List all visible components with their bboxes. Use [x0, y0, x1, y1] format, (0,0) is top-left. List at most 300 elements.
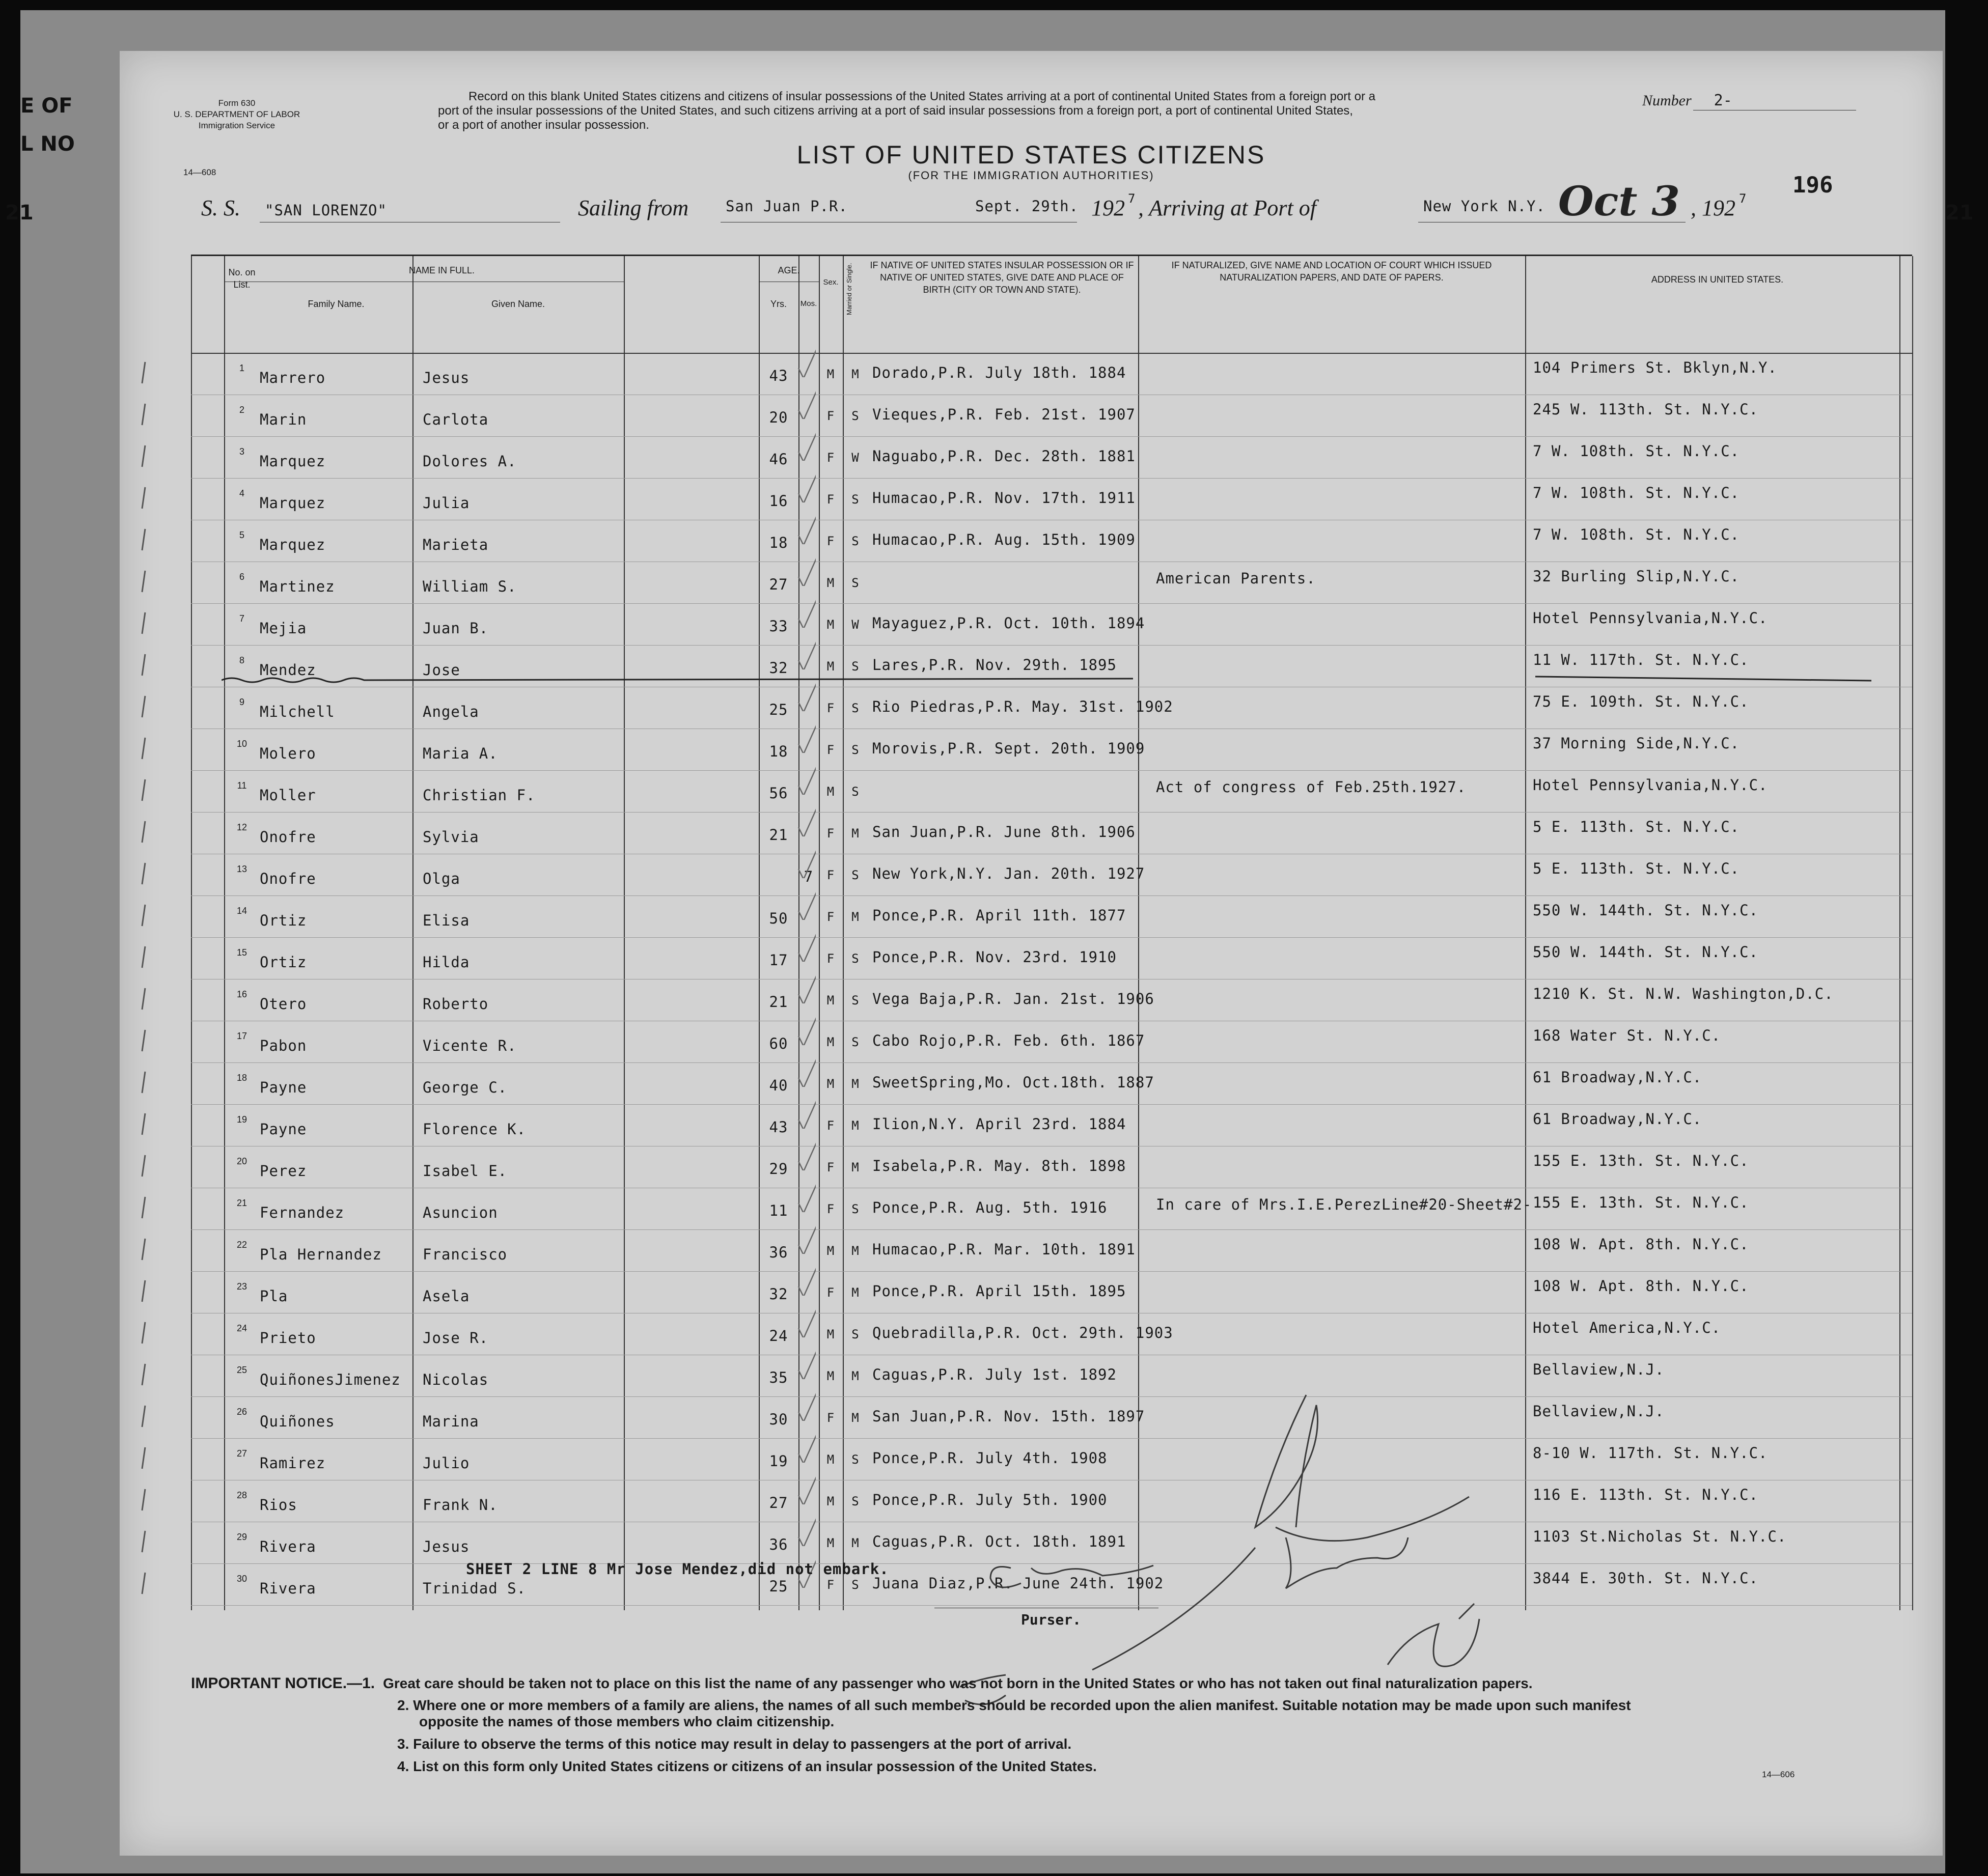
row-given: Jose R.	[423, 1329, 489, 1347]
arrival-port: New York N.Y.	[1423, 198, 1545, 215]
sailing-date: Sept. 29th.	[975, 198, 1079, 215]
row-addr: 8-10 W. 117th. St. N.Y.C.	[1533, 1444, 1768, 1462]
margin-tick-icon	[135, 1026, 156, 1056]
row-sex: F	[826, 868, 835, 882]
row-given: Hilda	[423, 954, 470, 971]
row-no: 17	[236, 1031, 247, 1041]
row-ms: M	[851, 1160, 860, 1174]
row-birth: San Juan,P.R. June 8th. 1906	[872, 823, 1136, 841]
row-birth: Humacao,P.R. Nov. 17th. 1911	[872, 489, 1136, 507]
ss-label: S. S.	[201, 195, 240, 220]
row-yrs: 50	[769, 910, 788, 927]
row-yrs: 60	[769, 1035, 788, 1052]
margin-tick-icon	[135, 692, 156, 722]
row-addr: 108 W. Apt. 8th. N.Y.C.	[1533, 1236, 1749, 1253]
number-label: Number	[1642, 92, 1692, 109]
row-addr: 11 W. 117th. St. N.Y.C.	[1533, 651, 1749, 668]
row-birth: Dorado,P.R. July 18th. 1884	[872, 364, 1126, 381]
row-birth: Caguas,P.R. Oct. 18th. 1891	[872, 1533, 1126, 1550]
row-ms: M	[851, 1077, 860, 1091]
row-yrs: 25	[769, 701, 788, 718]
row-no: 27	[236, 1448, 247, 1459]
row-ms: S	[851, 492, 860, 507]
row-family: Marquez	[260, 536, 326, 553]
year-label: 192	[1091, 195, 1125, 220]
row-sex: M	[826, 1369, 835, 1383]
form-code: 14—608	[183, 167, 216, 177]
row-family: Rivera	[260, 1538, 316, 1555]
check-mark-icon	[794, 1265, 816, 1296]
row-birth: Isabela,P.R. May. 8th. 1898	[872, 1157, 1126, 1174]
row-birth: Humacao,P.R. Aug. 15th. 1909	[872, 531, 1136, 548]
row-ms: W	[851, 618, 860, 632]
row-sex: M	[826, 367, 835, 381]
check-mark-icon	[794, 889, 816, 920]
row-sex: F	[826, 451, 835, 465]
margin-tick-icon	[135, 400, 156, 430]
row-given: Maria A.	[423, 745, 498, 762]
margin-tick-icon	[135, 525, 156, 555]
row-no: 6	[239, 572, 244, 582]
row-no: 8	[239, 655, 244, 665]
header-name-in-full: NAME IN FULL.	[408, 265, 475, 275]
header-naturalized: IF NATURALIZED, GIVE NAME AND LOCATION OF COURT WHICH ISSUED NATURALIZATION PAPERS, AND DATE OF PAPERS.	[1171, 260, 1492, 283]
row-no: 12	[236, 822, 247, 832]
row-given: Vicente R.	[423, 1037, 517, 1054]
row-given: Juan B.	[423, 620, 489, 637]
row-given: Carlota	[423, 411, 489, 428]
margin-tick-icon	[135, 1569, 156, 1599]
behind-text-top: E OF	[20, 94, 73, 118]
row-nat: In care of Mrs.I.E.PerezLine#20-Sheet#2-	[1156, 1196, 1532, 1213]
notice-code: 14—606	[1762, 1770, 1795, 1779]
row-no: 28	[236, 1490, 247, 1500]
row-family: Marquez	[260, 453, 326, 470]
header-address: ADDRESS IN UNITED STATES.	[1651, 274, 1784, 285]
row-addr: 32 Burling Slip,N.Y.C.	[1533, 568, 1740, 585]
row-no: 29	[236, 1532, 247, 1542]
row-birth: Quebradilla,P.R. Oct. 29th. 1903	[872, 1324, 1173, 1341]
row-given: Frank N.	[423, 1496, 498, 1514]
row-given: Asela	[423, 1287, 470, 1305]
row-sex: M	[826, 576, 835, 590]
row-sex: F	[826, 1411, 835, 1425]
row-addr: 550 W. 144th. St. N.Y.C.	[1533, 902, 1759, 919]
row-birth: Juana Diaz,P.R. June 24th. 1902	[872, 1575, 1164, 1592]
record-instructions	[438, 90, 1721, 132]
row-yrs: 18	[769, 743, 788, 760]
row-family: Pabon	[260, 1037, 307, 1054]
row-addr: 3844 E. 30th. St. N.Y.C.	[1533, 1570, 1759, 1587]
row-given: Jesus	[423, 369, 470, 386]
row-birth: SweetSpring,Mo. Oct.18th. 1887	[872, 1074, 1154, 1091]
passenger-table	[191, 255, 1912, 1610]
row-family: Marin	[260, 411, 307, 428]
row-no: 4	[239, 488, 244, 498]
row-ms: S	[851, 785, 860, 799]
row-ms: M	[851, 1244, 860, 1258]
row-addr: Hotel Pennsylvania,N.Y.C.	[1533, 776, 1768, 794]
row-yrs: 27	[769, 1494, 788, 1511]
row-ms: S	[851, 868, 860, 882]
row-no: 25	[236, 1365, 247, 1375]
row-nat: Act of congress of Feb.25th.1927.	[1156, 778, 1467, 796]
table-row	[191, 1355, 1912, 1396]
row-family: QuiñonesJimenez	[260, 1371, 401, 1388]
row-yrs: 32	[769, 659, 788, 677]
row-yrs: 56	[769, 785, 788, 802]
table-row	[191, 770, 1912, 812]
notice-item-4: 4. List on this form only United States citizens or citizens of an insular possession of the United States.	[397, 1758, 1097, 1774]
row-birth: Ponce,P.R. April 15th. 1895	[872, 1282, 1126, 1300]
row-sex: F	[826, 1578, 835, 1592]
row-yrs: 32	[769, 1285, 788, 1303]
row-family: Moller	[260, 787, 316, 804]
behind-number-left: 21	[5, 201, 34, 225]
row-family: Fernandez	[260, 1204, 345, 1221]
header-mos: Mos.	[800, 299, 817, 308]
row-yrs: 25	[769, 1578, 788, 1595]
row-given: Jose	[423, 661, 460, 679]
sailing-port: San Juan P.R.	[726, 198, 848, 215]
row-addr: Hotel America,N.Y.C.	[1533, 1319, 1721, 1336]
row-given: George C.	[423, 1079, 508, 1096]
row-ms: S	[851, 951, 860, 966]
margin-tick-icon	[135, 358, 156, 388]
header-age: AGE.	[778, 265, 800, 275]
row-yrs: 27	[769, 576, 788, 593]
form-number: Form 630	[218, 98, 256, 108]
row-family: Marquez	[260, 494, 326, 512]
margin-tick-icon	[135, 859, 156, 889]
row-given: Olga	[423, 870, 460, 887]
row-family: Ramirez	[260, 1454, 326, 1472]
check-mark-icon	[794, 1390, 816, 1421]
row-ms: M	[851, 1118, 860, 1133]
row-sex: M	[826, 1244, 835, 1258]
sheet-number	[1642, 92, 1856, 109]
row-birth: Naguabo,P.R. Dec. 28th. 1881	[872, 447, 1136, 465]
margin-tick-icon	[135, 1151, 156, 1182]
row-sex: F	[826, 534, 835, 548]
purser-label: Purser.	[1021, 1611, 1082, 1628]
row-no: 24	[236, 1323, 247, 1333]
row-no: 2	[239, 405, 244, 415]
arrival-date-handwritten: Oct 3	[1558, 177, 1680, 225]
row-given: Trinidad S.	[423, 1580, 527, 1597]
check-mark-icon	[794, 1474, 816, 1504]
row-ms: M	[851, 1285, 860, 1300]
row-family: Marrero	[260, 369, 326, 386]
row-addr: Hotel Pennsylvania,N.Y.C.	[1533, 609, 1768, 627]
row-addr: 116 E. 113th. St. N.Y.C.	[1533, 1486, 1759, 1503]
row-mos: 7	[804, 868, 814, 885]
row-family: Payne	[260, 1079, 307, 1096]
row-no: 19	[236, 1114, 247, 1125]
row-given: Julio	[423, 1454, 470, 1472]
notice-item-1: Great care should be taken not to place on this list the name of any passenger who was not born in the United States or who has not taken out final naturalization papers.	[383, 1675, 1533, 1691]
row-addr: 7 W. 108th. St. N.Y.C.	[1533, 442, 1740, 460]
margin-tick-icon	[135, 1318, 156, 1349]
ship-name: "SAN LORENZO"	[265, 202, 387, 219]
row-nat: American Parents.	[1156, 570, 1316, 587]
check-mark-icon	[794, 1223, 816, 1254]
table-row	[191, 1188, 1912, 1229]
check-mark-icon	[794, 931, 816, 962]
row-family: Otero	[260, 995, 307, 1013]
row-given: Asuncion	[423, 1204, 498, 1221]
row-no: 3	[239, 446, 244, 457]
margin-tick-icon	[135, 942, 156, 973]
row-birth: Mayaguez,P.R. Oct. 10th. 1894	[872, 614, 1145, 632]
row-ms: M	[851, 826, 860, 841]
row-addr: 75 E. 109th. St. N.Y.C.	[1533, 693, 1749, 710]
row-sex: M	[826, 1077, 835, 1091]
row-given: Isabel E.	[423, 1162, 508, 1180]
behind-text-mid: L NO	[20, 132, 75, 156]
line-8-strikethrough	[222, 256, 1882, 714]
row-yrs: 20	[769, 409, 788, 426]
row-sex: F	[826, 701, 835, 715]
row-yrs: 36	[769, 1244, 788, 1261]
check-mark-icon	[794, 1140, 816, 1170]
row-given: William S.	[423, 578, 517, 595]
row-addr: 1210 K. St. N.W. Washington,D.C.	[1533, 985, 1834, 1002]
notice-item-2: 2. Where one or more members of a family are aliens, the names of all such members should be recorded upon the alien manifest. Suitable notation may be made upon such manifest	[397, 1697, 1631, 1713]
row-birth: Ilion,N.Y. April 23rd. 1884	[872, 1115, 1126, 1133]
row-no: 15	[236, 947, 247, 958]
row-addr: 155 E. 13th. St. N.Y.C.	[1533, 1152, 1749, 1169]
row-addr: 5 E. 113th. St. N.Y.C.	[1533, 860, 1740, 877]
row-given: Dolores A.	[423, 453, 517, 470]
row-sex: F	[826, 492, 835, 507]
row-addr: 155 E. 13th. St. N.Y.C.	[1533, 1194, 1749, 1211]
row-no: 26	[236, 1407, 247, 1417]
header-no: No. on List.	[228, 267, 256, 290]
row-sex: F	[826, 1202, 835, 1216]
row-no: 5	[239, 530, 244, 540]
row-yrs: 35	[769, 1369, 788, 1386]
row-given: Marieta	[423, 536, 489, 553]
row-yrs: 43	[769, 367, 788, 384]
margin-tick-icon	[135, 734, 156, 764]
row-yrs: 16	[769, 492, 788, 510]
check-mark-icon	[794, 764, 816, 795]
row-yrs: 43	[769, 1118, 788, 1136]
row-ms: S	[851, 701, 860, 715]
row-addr: 104 Primers St. Bklyn,N.Y.	[1533, 359, 1777, 376]
row-given: Sylvia	[423, 828, 479, 846]
check-mark-icon	[794, 1182, 816, 1212]
row-birth: Ponce,P.R. Aug. 5th. 1916	[872, 1199, 1108, 1216]
header-married: Married or Single.	[845, 263, 853, 316]
row-family: Pla	[260, 1287, 288, 1305]
row-no: 21	[236, 1198, 247, 1208]
row-ms: M	[851, 1536, 860, 1550]
row-yrs: 40	[769, 1077, 788, 1094]
department-name: U. S. DEPARTMENT OF LABOR	[173, 109, 300, 119]
row-given: Florence K.	[423, 1121, 527, 1138]
row-family: Milchell	[260, 703, 335, 720]
row-family: Perez	[260, 1162, 307, 1180]
table-row	[191, 1021, 1912, 1062]
row-no: 11	[237, 780, 247, 791]
header-family-name: Family Name.	[308, 299, 365, 309]
row-addr: 1103 St.Nicholas St. N.Y.C.	[1533, 1528, 1787, 1545]
notice-item-3: 3. Failure to observe the terms of this notice may result in delay to passengers at the port of arrival.	[397, 1736, 1072, 1752]
form-identifier	[171, 98, 303, 131]
row-addr: Bellaview,N.J.	[1533, 1361, 1665, 1378]
table-row	[191, 1229, 1912, 1271]
row-addr: 61 Broadway,N.Y.C.	[1533, 1069, 1702, 1086]
table-row	[191, 1313, 1912, 1355]
row-yrs: 19	[769, 1452, 788, 1470]
row-sex: M	[826, 1452, 835, 1467]
row-yrs: 11	[769, 1202, 788, 1219]
important-notice	[191, 1675, 1871, 1775]
row-yrs: 46	[769, 451, 788, 468]
row-family: Onofre	[260, 870, 316, 887]
document-subtitle: (FOR THE IMMIGRATION AUTHORITIES)	[908, 169, 1154, 182]
row-no: 9	[239, 697, 244, 707]
row-addr: 168 Water St. N.Y.C.	[1533, 1027, 1721, 1044]
row-birth: Ponce,P.R. July 4th. 1908	[872, 1449, 1108, 1467]
row-ms: W	[851, 451, 860, 465]
row-yrs: 33	[769, 618, 788, 635]
row-family: Pla Hernandez	[260, 1246, 382, 1263]
check-mark-icon	[794, 1015, 816, 1045]
record-line-3: or a port of another insular possession.	[438, 118, 649, 132]
table-row	[191, 937, 1912, 979]
margin-tick-icon	[135, 441, 156, 472]
row-no: 20	[236, 1156, 247, 1166]
row-ms: M	[851, 1369, 860, 1383]
row-no: 14	[236, 906, 247, 916]
row-ms: S	[851, 1035, 860, 1049]
row-addr: Bellaview,N.J.	[1533, 1403, 1665, 1420]
row-given: Marina	[423, 1413, 479, 1430]
row-sex: F	[826, 951, 835, 966]
row-ms: S	[851, 1327, 860, 1341]
margin-tick-icon	[135, 1068, 156, 1098]
row-no: 23	[236, 1281, 247, 1292]
row-ms: S	[851, 534, 860, 548]
row-ms: S	[851, 659, 860, 674]
row-birth: Cabo Rojo,P.R. Feb. 6th. 1867	[872, 1032, 1145, 1049]
row-given: Julia	[423, 494, 470, 512]
row-birth: Humacao,P.R. Mar. 10th. 1891	[872, 1241, 1136, 1258]
margin-tick-icon	[135, 901, 156, 931]
row-family: Onofre	[260, 828, 316, 846]
row-yrs: 36	[769, 1536, 788, 1553]
margin-tick-icon	[135, 608, 156, 639]
row-sex: F	[826, 743, 835, 757]
row-yrs: 17	[769, 951, 788, 969]
row-sex: F	[826, 910, 835, 924]
row-birth: Vega Baja,P.R. Jan. 21st. 1906	[872, 990, 1154, 1007]
header-yrs: Yrs.	[770, 299, 787, 309]
row-sex: F	[826, 1285, 835, 1300]
row-ms: S	[851, 409, 860, 423]
margin-tick-icon	[135, 650, 156, 681]
margin-tick-icon	[135, 1527, 156, 1557]
year2-label: , 192	[1691, 195, 1735, 220]
row-yrs: 21	[769, 826, 788, 844]
table-row	[191, 729, 1912, 770]
margin-tick-icon	[135, 1443, 156, 1474]
table-row	[191, 979, 1912, 1021]
row-birth: Ponce,P.R. April 11th. 1877	[872, 907, 1126, 924]
row-addr: 5 E. 113th. St. N.Y.C.	[1533, 818, 1740, 835]
row-family: Ortiz	[260, 912, 307, 929]
margin-tick-icon	[135, 817, 156, 848]
row-ms: M	[851, 1411, 860, 1425]
check-mark-icon	[794, 848, 816, 878]
margin-tick-icon	[135, 483, 156, 514]
table-row	[191, 812, 1912, 854]
row-birth: Rio Piedras,P.R. May. 31st. 1902	[872, 698, 1173, 715]
notice-item-2-cont: opposite the names of those members who claim citizenship.	[419, 1714, 835, 1729]
row-no: 1	[239, 363, 244, 373]
row-given: Christian F.	[423, 787, 536, 804]
row-sex: M	[826, 1536, 835, 1550]
row-ms: S	[851, 1452, 860, 1467]
page-number: 196	[1792, 172, 1833, 198]
table-row	[191, 895, 1912, 937]
row-birth: New York,N.Y. Jan. 20th. 1927	[872, 865, 1145, 882]
row-family: Mendez	[260, 661, 316, 679]
row-sex: F	[826, 826, 835, 841]
row-sex: M	[826, 993, 835, 1007]
margin-tick-icon	[135, 1485, 156, 1516]
check-mark-icon	[794, 1349, 816, 1379]
row-birth: Ponce,P.R. Nov. 23rd. 1910	[872, 948, 1117, 966]
document-title: LIST OF UNITED STATES CITIZENS	[796, 141, 1266, 169]
row-ms: S	[851, 1494, 860, 1508]
row-birth: Vieques,P.R. Feb. 21st. 1907	[872, 406, 1136, 423]
row-ms: S	[851, 743, 860, 757]
arriving-label: , Arriving at Port of	[1138, 195, 1316, 220]
margin-tick-icon	[135, 1360, 156, 1390]
row-family: Prieto	[260, 1329, 316, 1347]
table-row	[191, 1396, 1912, 1438]
table-row	[191, 1271, 1912, 1313]
row-ms: S	[851, 576, 860, 590]
row-sex: M	[826, 1327, 835, 1341]
check-mark-icon	[794, 1307, 816, 1337]
behind-number-right: 21	[1945, 201, 1974, 225]
row-sex: F	[826, 409, 835, 423]
table-row	[191, 1062, 1912, 1104]
row-no: 16	[236, 989, 247, 999]
row-yrs: 18	[769, 534, 788, 551]
header-sex: Sex.	[823, 278, 839, 287]
row-ms: M	[851, 367, 860, 381]
row-family: Martinez	[260, 578, 335, 595]
row-given: Roberto	[423, 995, 489, 1013]
official-signature-flourish	[1164, 1375, 1520, 1639]
row-yrs: 30	[769, 1411, 788, 1428]
row-given: Francisco	[423, 1246, 508, 1263]
row-no: 18	[236, 1073, 247, 1083]
margin-tick-icon	[135, 567, 156, 597]
row-birth: Lares,P.R. Nov. 29th. 1895	[872, 656, 1117, 674]
row-given: Elisa	[423, 912, 470, 929]
record-line-1: Record on this blank United States citizens and citizens of insular possessions of the United States arriving at a port of continental United States from a foreign port or a	[468, 90, 1375, 103]
row-addr: 245 W. 113th. St. N.Y.C.	[1533, 401, 1759, 418]
check-mark-icon	[794, 1098, 816, 1129]
row-sex: M	[826, 1494, 835, 1508]
